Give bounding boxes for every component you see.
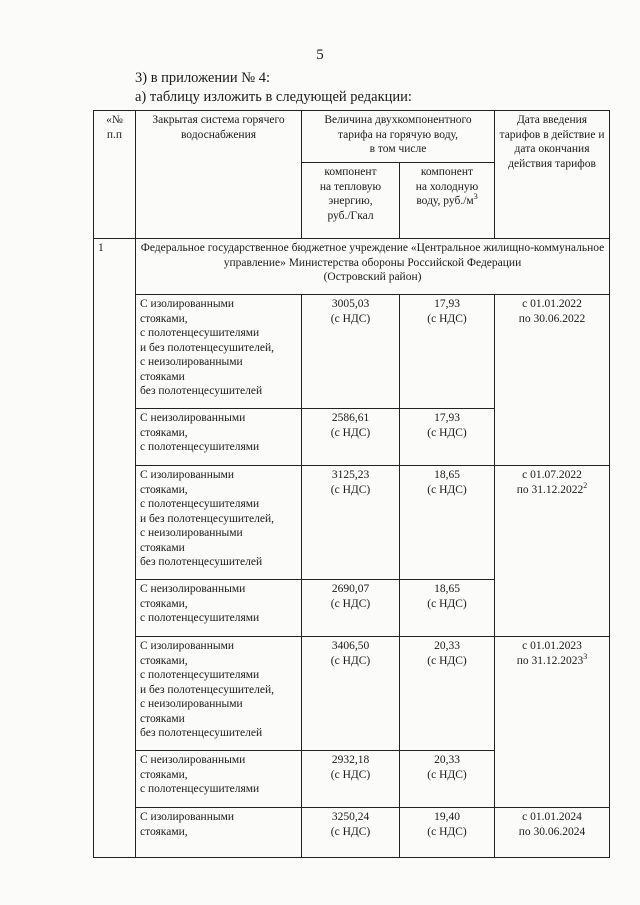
cold-component-value: 18,65 (с НДС) [400, 580, 495, 637]
tariff-period-dates: с 01.01.2023 по 31.12.2023 [516, 640, 584, 667]
heat-component-value: 2586,61 (с НДС) [302, 409, 400, 466]
table-row [94, 295, 610, 409]
header-date: Дата введения тарифов в действие и дата окончания действия тарифов [495, 111, 610, 239]
organization-name: Федеральное государственное бюджетное учреждение «Центральное жилищно-коммунальное управление» Министерства обороны Российской Федерации (Островский район) [136, 239, 610, 295]
footnote-mark: 2 [583, 480, 588, 490]
header-number: «№ п.п [94, 111, 136, 239]
table-row [94, 808, 610, 858]
cold-component-value: 20,33 (с НДС) [400, 637, 495, 751]
system-type-cell: С неизолированными стояками, с полотенцесушителями [136, 409, 302, 466]
heat-component-value: 3125,23 (с НДС) [302, 466, 400, 580]
tariff-period-dates: с 01.01.2024 по 30.06.2024 [518, 811, 586, 838]
amendment-subitem: а) таблицу изложить в следующей редакции: [135, 89, 412, 105]
system-type-cell: С изолированными стояками, с полотенцесушителями и без полотенцесушителей, с неизолированными стояками без полотенцесушителей [136, 466, 302, 580]
amendment-item: 3) в приложении № 4: [135, 70, 270, 86]
tariff-table [93, 110, 610, 858]
cold-component-value: 17,93 (с НДС) [400, 409, 495, 466]
heat-component-value: 3250,24 (с НДС) [302, 808, 400, 858]
system-type-cell: С изолированными стояками, с полотенцесушителями и без полотенцесушителей, с неизолированными стояками без полотенцесушителей [136, 295, 302, 409]
cold-component-value: 19,40 (с НДС) [400, 808, 495, 858]
system-type-cell: С изолированными стояками, [136, 808, 302, 858]
tariff-period-dates: с 01.01.2022 по 30.06.2022 [518, 298, 586, 325]
row-number: 1 [94, 239, 136, 858]
cold-component-value: 20,33 (с НДС) [400, 751, 495, 808]
header-heat-component: компонент на тепловую энергию, руб./Гкал [302, 163, 400, 239]
table-header-row [94, 111, 610, 163]
heat-component-value: 3406,50 (с НДС) [302, 637, 400, 751]
page-number: 5 [316, 47, 324, 63]
cold-component-value: 18,65 (с НДС) [400, 466, 495, 580]
system-type-cell: С неизолированными стояками, с полотенцесушителями [136, 580, 302, 637]
heat-component-value: 2932,18 (с НДС) [302, 751, 400, 808]
tariff-period-dates: с 01.07.2022 по 31.12.2022 [516, 469, 584, 496]
system-type-cell: С неизолированными стояками, с полотенцесушителями [136, 751, 302, 808]
header-system: Закрытая система горячего водоснабжения [136, 111, 302, 239]
header-cold-sup: 3 [473, 192, 478, 202]
table-row [94, 466, 610, 580]
tariff-period-cell [495, 466, 610, 637]
organization-row [94, 239, 610, 295]
tariff-period-cell [495, 637, 610, 808]
header-cold-component [400, 163, 495, 239]
system-type-cell: С изолированными стояками, с полотенцесушителями и без полотенцесушителей, с неизолированными стояками без полотенцесушителей [136, 637, 302, 751]
tariff-period-cell [495, 295, 610, 466]
tariff-period-cell [495, 808, 610, 858]
header-tariff: Величина двухкомпонентного тарифа на горячую воду, в том числе [302, 111, 495, 163]
cold-component-value: 17,93 (с НДС) [400, 295, 495, 409]
footnote-mark: 3 [583, 651, 588, 661]
heat-component-value: 3005,03 (с НДС) [302, 295, 400, 409]
table-row [94, 637, 610, 751]
header-cold-text: компонент на холодную воду, руб./м [415, 166, 479, 207]
heat-component-value: 2690,07 (с НДС) [302, 580, 400, 637]
